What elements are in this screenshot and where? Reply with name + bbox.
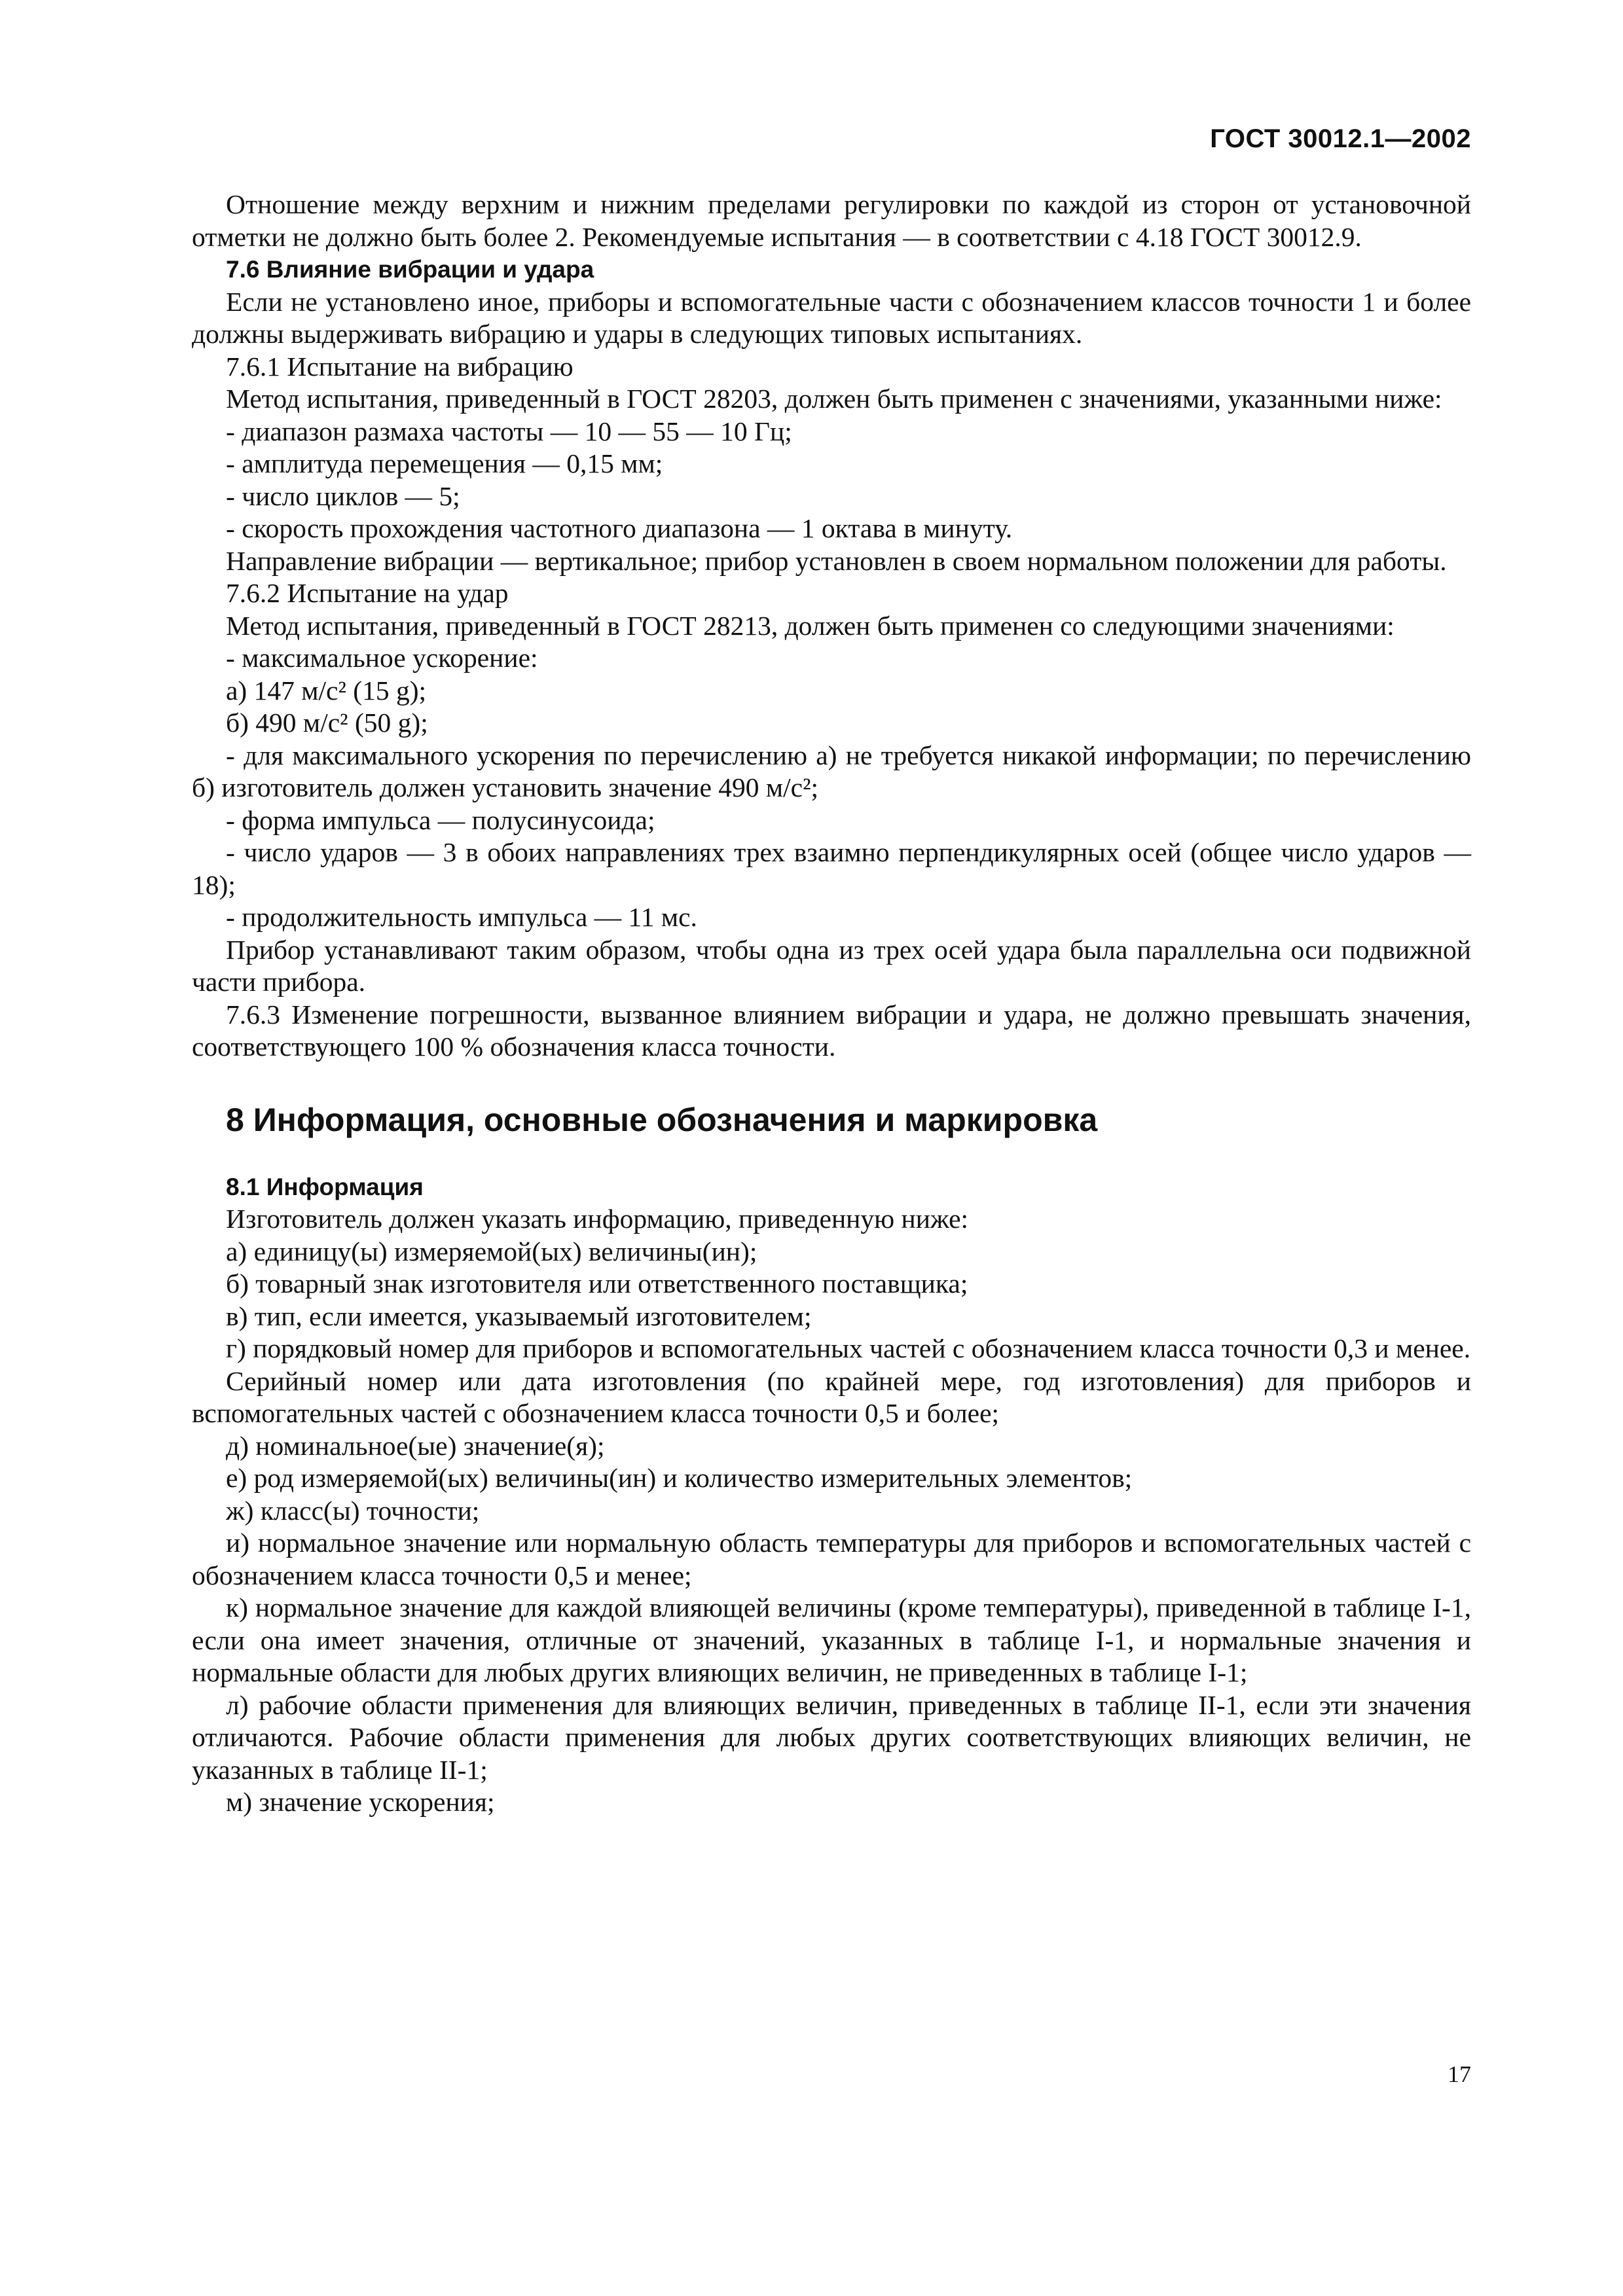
list-item: б) 490 м/с² (50 g);	[226, 708, 428, 738]
list-item: г) порядковый номер для приборов и вспомогательных частей с обозначением класса точности 0,3 и менее.	[226, 1333, 1471, 1363]
list-item: м) значение ускорения;	[226, 1787, 495, 1817]
list-item: - число ударов — 3 в обоих направлениях трех взаимно перпендикулярных осей (общее число ударов — 18);	[192, 837, 1471, 900]
paragraph: Прибор устанавливают таким образом, чтобы одна из трех осей удара была параллельна оси подвижной части прибора.	[192, 934, 1471, 997]
paragraph: Направление вибрации — вертикальное; прибор установлен в своем нормальном положении для работы.	[226, 545, 1447, 576]
clause-heading: 7.6.1 Испытание на вибрацию	[226, 351, 574, 382]
list-item: а) единицу(ы) измеряемой(ых) величины(ин);	[226, 1236, 757, 1266]
document-header	[1210, 124, 1471, 154]
list-item: - амплитуда перемещения — 0,15 мм;	[226, 448, 663, 478]
subsection-heading-8-1: 8.1 Информация	[226, 1173, 424, 1200]
paragraph: Если не установлено иное, приборы и вспомогательные части с обозначением классов точности 1 и более должны выдерживать вибрацию и удары в следующих типовых испытаниях.	[192, 286, 1471, 349]
list-item: ж) класс(ы) точности;	[226, 1495, 480, 1526]
list-item: - скорость прохождения частотного диапазона — 1 октава в минуту.	[226, 513, 1013, 543]
list-item: е) род измеряемой(ых) величины(ин) и количество измерительных элементов;	[226, 1463, 1133, 1493]
list-item: а) 147 м/с² (15 g);	[226, 675, 427, 706]
list-item: - диапазон размаха частоты — 10 — 55 — 10 Гц;	[226, 416, 792, 446]
clause-heading: 7.6.2 Испытание на удар	[226, 578, 509, 608]
list-item: б) товарный знак изготовителя или ответственного поставщика;	[226, 1268, 968, 1299]
list-item: к) нормальное значение для каждой влияющей величины (кроме температуры), приведенной в таблице I-1, если она имеет значения, отличные от значений, указанных в таблице I-1, и нормальные значения и нормальные области для любых других влияющих величин, не приведенных в таблице I-1;	[192, 1592, 1471, 1687]
list-item: л) рабочие области применения для влияющих величин, приведенных в таблице II-1, если эти значения отличаются. Рабочие области применения для любых других соответствующих влияющих величин, не указанных в таблице II-1;	[192, 1689, 1471, 1785]
page-number: 17	[1448, 2061, 1471, 2087]
list-item: - продолжительность импульса — 11 мс.	[226, 902, 697, 932]
paragraph: Отношение между верхним и нижним пределами регулировки по каждой из сторон от установочной отметки не должно быть более 2. Рекомендуемые испытания — в соответствии с 4.18 ГОСТ 30012.9.	[192, 189, 1471, 252]
list-item: - максимальное ускорение:	[226, 643, 538, 673]
list-item: - число циклов — 5;	[226, 480, 460, 511]
subsection-heading-7-6: 7.6 Влияние вибрации и удара	[226, 256, 594, 283]
list-item: - для максимального ускорения по перечислению а) не требуется никакой информации; по перечислению б) изготовитель должен установить значение 490 м/с²;	[192, 740, 1471, 802]
list-item: - форма импульса — полусинусоида;	[226, 804, 655, 835]
paragraph: Серийный номер или дата изготовления (по крайней мере, год изготовления) для приборов и вспомогательных частей с обозначением класса точности 0,5 и более;	[192, 1365, 1471, 1428]
list-item: в) тип, если имеется, указываемый изготовителем;	[226, 1300, 812, 1331]
list-item: и) нормальное значение или нормальную область температуры для приборов и вспомогательных частей с обозначением класса точности 0,5 и менее;	[192, 1528, 1471, 1590]
list-item: д) номинальное(ые) значение(я);	[226, 1430, 605, 1461]
document-id: ГОСТ 30012.1—2002	[1210, 124, 1471, 153]
section-heading-8: 8 Информация, основные обозначения и маркировка	[226, 1101, 1098, 1138]
paragraph: 7.6.3 Изменение погрешности, вызванное влиянием вибрации и удара, не должно превышать значения, соответствующего 100 % обозначения класса точности.	[192, 999, 1471, 1062]
document-body	[192, 188, 1471, 1819]
paragraph: Метод испытания, приведенный в ГОСТ 28203, должен быть применен с значениями, указанными ниже:	[226, 384, 1442, 414]
paragraph: Изготовитель должен указать информацию, приведенную ниже:	[226, 1204, 969, 1234]
paragraph: Метод испытания, приведенный в ГОСТ 28213, должен быть применен со следующими значениями:	[226, 610, 1395, 641]
